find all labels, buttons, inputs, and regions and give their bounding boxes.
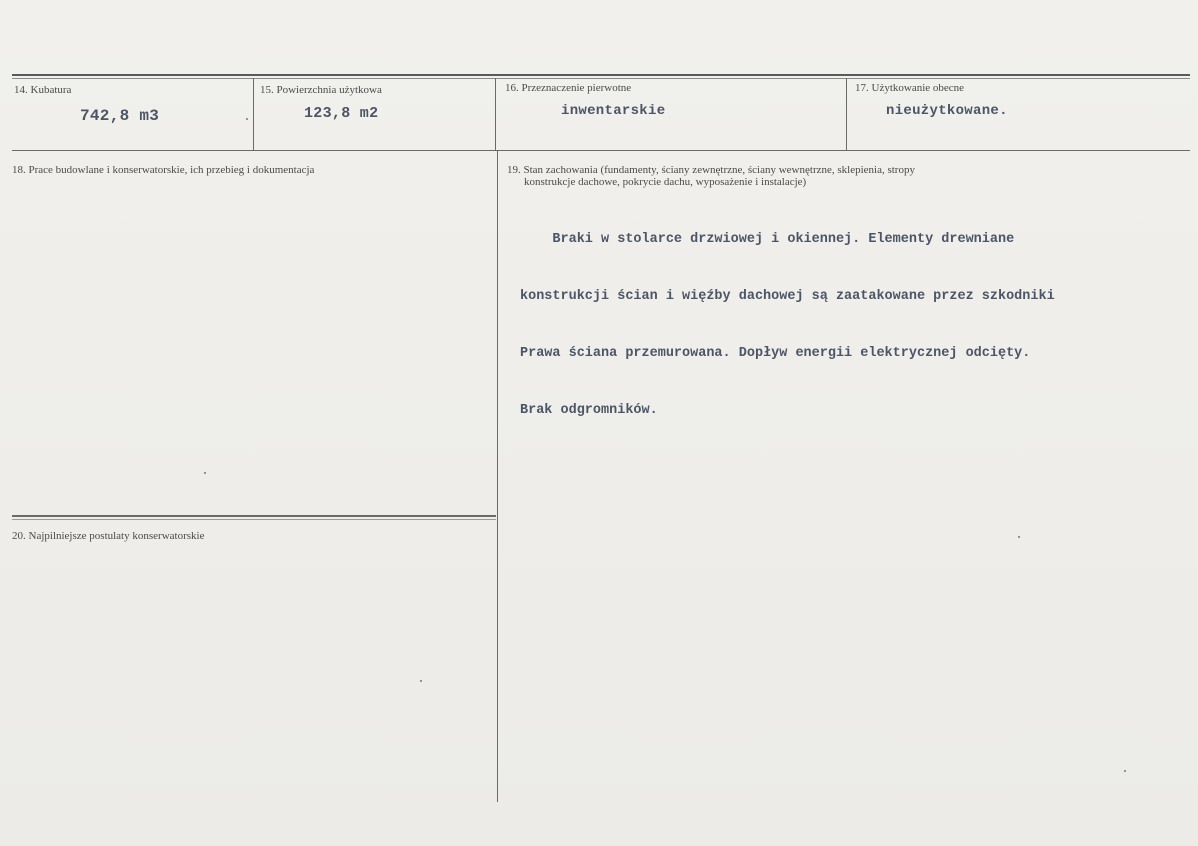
field-14-value: 742,8 m3 bbox=[80, 107, 160, 125]
field-16-label: 16. Przeznaczenie pierwotne bbox=[505, 82, 632, 94]
field-19-text-line: konstrukcji ścian i więźby dachowej są zaatakowane przez szkodniki bbox=[520, 289, 1055, 304]
field-14-label: 14. Kubatura bbox=[14, 84, 72, 96]
paper-speck bbox=[420, 680, 422, 682]
field-17-value: nieużytkowane. bbox=[886, 103, 1008, 119]
field-19-text-line: Brak odgromników. bbox=[520, 403, 658, 418]
field-19-text bbox=[520, 192, 1198, 418]
field-19-text-line: Braki w stolarce drzwiowej i okiennej. Elementy drewniane bbox=[520, 232, 1015, 247]
paper-speck bbox=[246, 118, 248, 120]
row-rule bbox=[12, 150, 1190, 151]
divider-16-17 bbox=[846, 78, 847, 150]
main-divider bbox=[497, 150, 498, 802]
field-20-label: 20. Najpilniejsze postulaty konserwatorskie bbox=[12, 530, 205, 542]
field-16-value: inwentarskie bbox=[561, 103, 666, 119]
field-17-label: 17. Użytkowanie obecne bbox=[855, 82, 965, 94]
paper-speck bbox=[204, 472, 206, 474]
field-19-text-line: Prawa ściana przemurowana. Dopływ energii elektrycznej odcięty. bbox=[520, 346, 1031, 361]
paper-speck bbox=[1018, 536, 1020, 538]
field-18-label: 18. Prace budowlane i konserwatorskie, ich przebieg i dokumentacja bbox=[12, 164, 315, 176]
field-15-label: 15. Powierzchnia użytkowa bbox=[260, 84, 382, 96]
divider-14-15 bbox=[253, 78, 254, 150]
top-rule-inner bbox=[12, 78, 1190, 79]
divider-15-16 bbox=[495, 78, 496, 150]
field-19-label-line1: 19. Stan zachowania (fundamenty, ściany zewnętrzne, ściany wewnętrzne, sklepienia, stropy bbox=[507, 164, 915, 176]
field-19-label-line2: konstrukcje dachowe, pokrycie dachu, wyposażenie i instalacje) bbox=[524, 176, 807, 188]
section-20-rule-inner bbox=[12, 519, 496, 520]
section-20-rule bbox=[12, 515, 496, 517]
field-15-value: 123,8 m2 bbox=[304, 105, 379, 122]
paper-speck bbox=[1124, 770, 1126, 772]
top-rule bbox=[12, 74, 1190, 76]
